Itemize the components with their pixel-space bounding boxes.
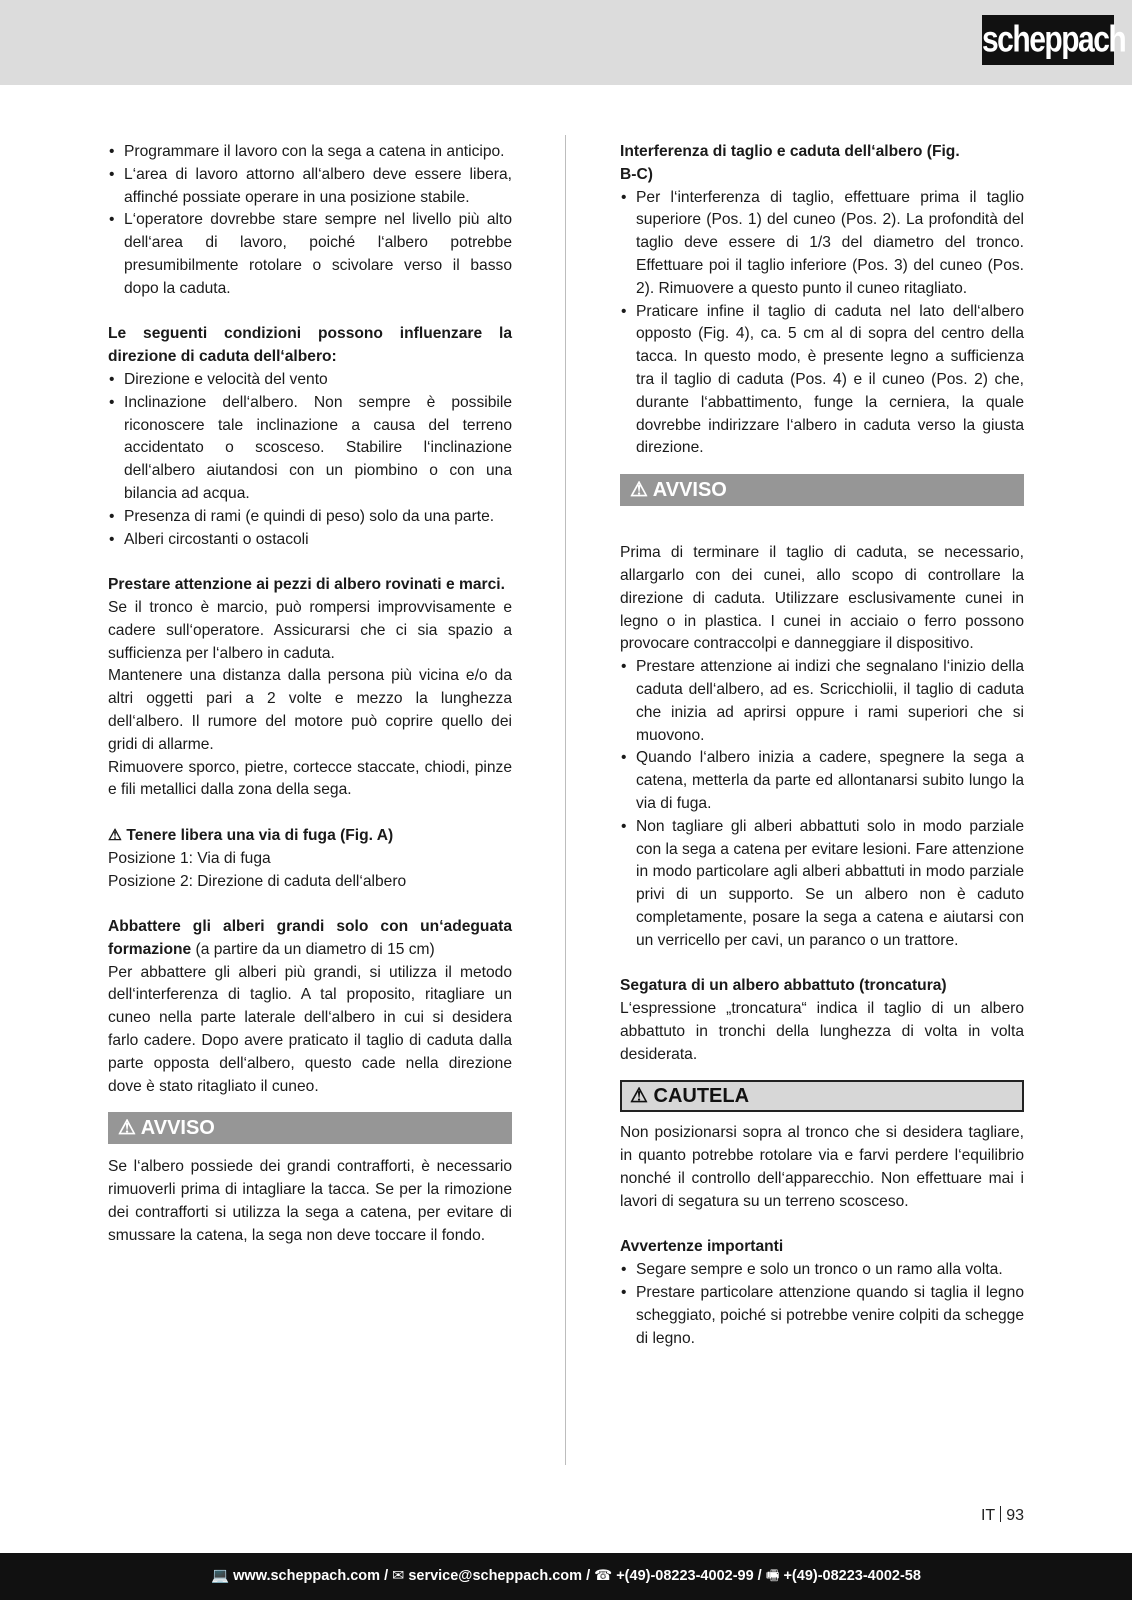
caution-text: Non posizionarsi sopra al tronco che si desidera tagliare, in quanto potrebbe rotolare via e farvi perdere l‘equilibrio nonché il controllo dell‘apparecchio. Non effettuare mai i lavori di segatura su un terreno scosceso. [620,1124,1024,1210]
list-item: • Presenza di rami (e quindi di peso) solo da una parte. [108,506,512,529]
distance-paragraph: Mantenere una distanza dalla persona più vicina e/o da altri oggetti pari a 2 volte e mezzo la lunghezza dell‘albero. Il rumore del motore può coprire quello dei gridi di allarme. [108,667,512,753]
list-item: • Per l‘interferenza di taglio, effettuare prima il taglio superiore (Pos. 1) del cuneo (Pos. 2). La profondità del taglio deve essere di 1/3 del diametro del tronco. Effettuare poi il taglio inferiore (Pos. 3) del cuneo (Pos. 2). Rimuovere a questo punto il cuneo ritagliato. [620,187,1024,301]
list-item: • L‘area di lavoro attorno all‘albero deve essere libera, affinché possiate operare in una posizione stabile. [108,164,512,210]
list-item: • Direzione e velocità del vento [108,369,512,392]
escape-heading: ⚠ Tenere libera una via di fuga (Fig. A) [108,826,394,844]
rotten-paragraph: Se il tronco è marcio, può rompersi improvvisamente e cadere sull‘operatore. Assicurarsi che ci sia spazio a sufficienza per l‘albero in caduta. [108,598,512,662]
cleanup-paragraph: Rimuovere sporco, pietre, cortecce staccate, chiodi, pinze e fili metallici dalla zona della sega. [108,758,512,799]
fax-icon: 🖷 [765,1568,780,1584]
conditions-heading: Le seguenti condizioni possono influenzare la direzione di caduta dell‘albero: [108,325,512,366]
list-item: • Alberi circostanti o ostacoli [108,529,512,552]
list-item: • L‘operatore dovrebbe stare sempre nel livello più alto dell‘area di lavoro, poiché l‘albero potrebbe presumibilmente rotolare o scivolare verso il basso dopo la caduta. [108,209,512,300]
rotten-heading: Prestare attenzione ai pezzi di albero rovinati e marci. [108,576,505,594]
escape-position-2: Posizione 2: Direzione di caduta dell‘albero [108,872,407,890]
list-item: • Prestare attenzione ai indizi che segnalano l‘inizio della caduta dell‘albero, ad es. Scricchiolii, il taglio di caduta che inizia ad aprirsi oppure i rami superiori che si muovono. [620,656,1024,747]
warning-text: Se l‘albero possiede dei grandi contrafforti, è necessario rimuoverli prima di intagliare la tacca. Se per la rimozione dei contrafforti si utilizza la sega a catena, per evitare di smussare la catena, la sega non deve toccare il fondo. [108,1158,512,1244]
planning-list [108,141,512,301]
interference-list [620,187,1024,461]
footer-email-link[interactable]: service@scheppach.com [408,1568,583,1584]
column-divider [565,135,566,1465]
list-item: • Prestare particolare attenzione quando si taglia il legno scheggiato, poiché si potrebbe venire colpiti da schegge di legno. [620,1282,1024,1350]
warning-triangle-icon: ⚠ [630,1085,648,1108]
escape-position-1: Posizione 1: Via di fuga [108,849,271,867]
important-heading: Avvertenze importanti [620,1238,784,1256]
computer-icon: 💻 [211,1568,230,1584]
interference-heading: Interferenza di taglio e caduta dell‘albero (Fig. B-C) [620,143,960,183]
list-item: • Non tagliare gli alberi abbattuti solo in modo parziale con la sega a catena per evitare lesioni. Fare attenzione in modo particolare agli alberi abbattuti in modo parziale privi di un supporto. Se un albero non è caduto completamente, posare la sega a catena e aiutarsi con un verricello per cavi, un paranco o un trattore. [620,816,1024,953]
page-number: IT 93 [980,1507,1024,1524]
big-trees-heading: Abbattere gli alberi grandi solo con un‘adeguata formazione (a partire da un diametro di 15 cm) [108,918,512,958]
warning-triangle-icon: ⚠ [108,826,122,844]
warning-list [620,656,1024,952]
list-item: • Segare sempre e solo un tronco o un ramo alla volta. [620,1259,1024,1282]
email-icon: ✉ [392,1568,405,1584]
list-item: • Inclinazione dell‘albero. Non sempre è possibile riconoscere tale inclinazione a causa del terreno accidentato o scosceso. Stabilire l‘inclinazione dell‘albero aiutandosi con un piombino o con una bilancia ad acqua. [108,392,512,506]
warning-triangle-icon: ⚠ [118,1117,136,1140]
warning-banner: ⚠ AVVISO [620,474,1024,506]
bucking-text: L‘espressione „troncatura“ indica il taglio di un albero abbattuto in tronchi della lunghezza di volta in volta desiderata. [620,1000,1024,1063]
header-band [0,0,1132,85]
footer-fax: +(49)-08223-4002-58 [783,1568,921,1584]
important-list [620,1259,1024,1350]
phone-icon: ☎ [594,1568,613,1584]
conditions-list [108,369,512,551]
footer-phone: +(49)-08223-4002-99 [616,1568,754,1584]
caution-banner: ⚠ CAUTELA [620,1080,1024,1112]
big-trees-paragraph: Per abbattere gli alberi più grandi, si utilizza il metodo dell‘interferenza di taglio. A tal proposito, ritagliare un cuneo nella parte laterale dell‘albero in cui si desidera farlo cadere. Dopo avere praticato il taglio di caduta dalla parte opposta dell‘albero, questo cade nella direzione dove è stato ritagliato il cuneo. [108,963,512,1095]
bucking-heading: Segatura di un albero abbattuto (troncatura) [620,977,947,995]
list-item: • Programmare il lavoro con la sega a catena in anticipo. [108,141,512,164]
footer-web-link[interactable]: www.scheppach.com [233,1568,381,1584]
warning-triangle-icon: ⚠ [630,479,648,502]
list-item: • Quando l‘albero inizia a cadere, spegnere la sega a catena, metterla da parte ed allontanarsi subito lungo la via di fuga. [620,747,1024,815]
footer-bar: 💻 www.scheppach.com / ✉ service@scheppach.com / ☎ +(49)-08223-4002-99 / 🖷 +(49)-08223-4002-58 [0,1553,1132,1600]
brand-logo: scheppach [982,15,1114,65]
right-column [620,141,1024,1350]
warning-banner: ⚠ AVVISO [108,1112,512,1144]
left-column [108,141,512,1248]
list-item: • Praticare infine il taglio di caduta nel lato dell‘albero opposto (Fig. 4), ca. 5 cm al di sopra del centro della tacca. In questo modo, è presente legno a sufficienza tra il taglio di caduta (Pos. 4) e il cuneo (Pos. 2) che, durante l‘abbattimento, funge la cerniera, la quale dovrebbe indirizzare l‘albero in caduta verso la giusta direzione. [620,301,1024,461]
warning-text: Prima di terminare il taglio di caduta, se necessario, allargarlo con dei cunei, allo scopo di controllare la direzione di caduta. Utilizzare esclusivamente cunei in legno o in plastica. I cunei in acciaio o ferro possono provocare contraccolpi e danneggiare il dispositivo. [620,544,1024,653]
